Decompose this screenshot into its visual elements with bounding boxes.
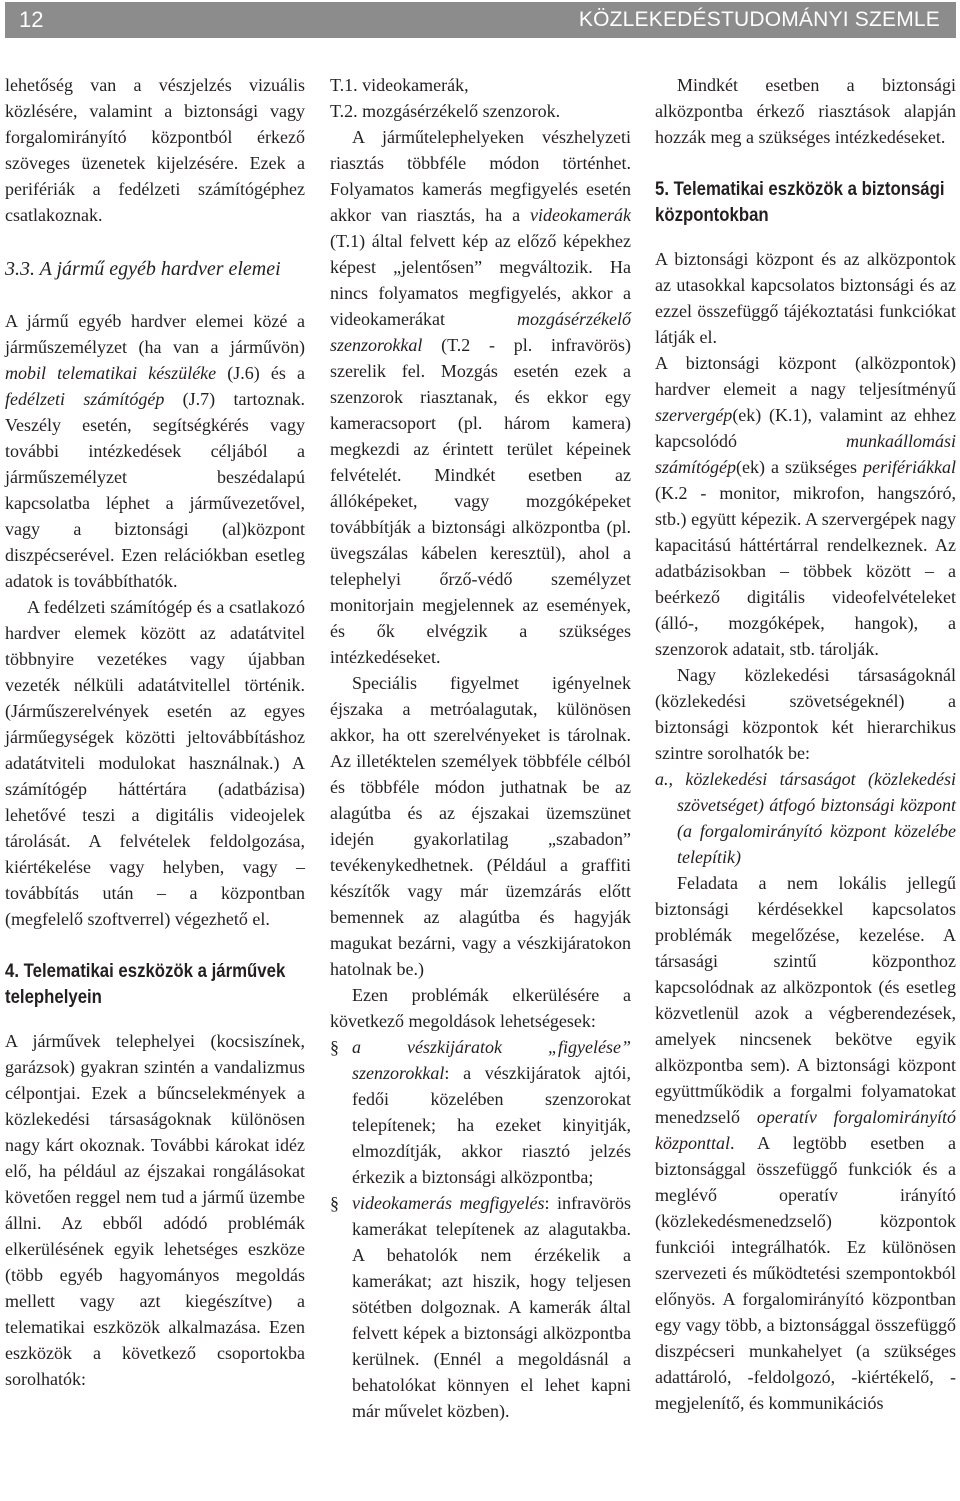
bullet-item: § a vészkijáratok „figyelése” szenzorokkal: a vészkijáratok ajtói, fedői közelében szenzorokat telepítenek; ha ezeket kinyitják, elmozdítják, akkor riasztó jelzés érkezik a biztonsági alközpontba; bbox=[330, 1034, 631, 1190]
list-item: a., közlekedési társaságot (közlekedési szövetséget) átfogó biztonsági központ (a forgalomirányító központ közelébe telepítik) bbox=[655, 769, 956, 867]
list-item: T.2. mozgásérzékelő szenzorok. bbox=[330, 101, 561, 121]
journal-title: KÖZLEKEDÉSTUDOMÁNYI SZEMLE bbox=[578, 8, 940, 31]
paragraph: A jármű egyéb hardver elemei közé a járműszemélyzet (ha van a járművön) mobil telematikai készüléke (J.6) és a fedélzeti számítógép (J.7) tartoznak. Veszély esetén, segítségkérés vagy további intézkedések céljából a járműszemélyzet beszédalapú kapcsolatba léphet a járművezetővel, vagy a biztonsági (al)központ diszpécserével. Ezen relációkban esetleg adatok is továbbíthatók. bbox=[5, 311, 305, 591]
column-middle bbox=[330, 72, 631, 1424]
paragraph: Nagy közlekedési társaságoknál (közlekedési szövetségeknél) a biztonsági központok két hierarchikus szintre sorolhatók be: bbox=[655, 665, 956, 763]
paragraph: Mindkét esetben a biztonsági alközpontba érkező riasztások alapján hozzák meg a szükséges intézkedéseket. bbox=[655, 75, 956, 147]
paragraph: Speciális figyelmet igényelnek éjszaka a metróalagutak, különösen akkor, ha ott szerelvényeket is tárolnak. Az illetéktelen személyek többféle célból és többféle módon juthatnak be az alagútba és az éjszakai üzemszünet idején gyakorlatilag „szabadon” tevékenykedhetnek. (Például a graffiti készítők vagy már üzemzárás előtt bemennek az alagútba és hagyják magukat bezárni, vagy a vészkijáratokon hatolnak be.) bbox=[330, 673, 631, 979]
column-right bbox=[655, 72, 956, 1416]
paragraph: A biztonsági központ és az alközpontok az utasokkal kapcsolatos biztonsági és az ezzel összefüggő tájékoztatási funkciókat látják el. bbox=[655, 249, 956, 347]
list-item: T.1. videokamerák, bbox=[330, 75, 469, 95]
page-number: 12 bbox=[19, 7, 44, 32]
bullet-mark: § bbox=[330, 1193, 339, 1213]
paragraph: Feladata a nem lokális jellegű biztonsági kérdésekkel kapcsolatos problémák megelőzése, kezelése. A társasági szintű központhoz kapcsolódnak az alközpontok (és esetleg közvetlenül azok a végberendezések, amelyek nincsenek bekötve egyik alközpontba sem). A biztonsági központ együttműködik a forgalmi folyamatokat menedzselő operatív forgalomirányító központtal. A legtöbb esetben a biztonsággal összefüggő funkciók és a meglévő operatív irányító (közlekedésmenedzselő) központok funkciói integrálhatók. Ez különösen szervezeti és működtetési szempontokból előnyös. A forgalomirányító központban egy vagy több, a biztonsággal összefüggő diszpécseri munkahelyet (a szükséges adattároló, -feldolgozó, -kiértékelő, -megjelenítő, és kommunikációs bbox=[655, 873, 956, 1413]
bullet-mark: § bbox=[330, 1037, 339, 1057]
paragraph: A járműtelephelyeken vészhelyzeti riasztás többféle módon történhet. Folyamatos kamerás megfigyelés esetén akkor van riasztás, ha a videokamerák (T.1) által felvett kép az előző képekhez képest „jelentősen” megváltozik. Ha nincs folyamatos megfigyelés, akkor a videokamerákat mozgásérzékelő szenzorokkal (T.2 - pl. infravörös) szerelik fel. Mozgás esetén ezek a szenzorok riasztanak, és ekkor egy kameracsoport (pl. három kamera) megkezdi az érintett terület képeinek felvételét. Mindkét esetben az állóképeket, vagy mozgóképeket továbbítják a biztonsági alközpontba (pl. üvegszálas kábelen keresztül), ahol a telephelyi őrző-védő személyzet monitorjain megjelennek az események, és ők elvégzik a szükséges intézkedéseket. bbox=[330, 127, 631, 667]
paragraph: Ezen problémák elkerülésére a következő megoldások lehetségesek: bbox=[330, 985, 631, 1031]
column-left bbox=[5, 72, 305, 1392]
section-heading: 4. Telematikai eszközök a járművek telephelyein bbox=[5, 960, 286, 1008]
paragraph: A fedélzeti számítógép és a csatlakozó hardver elemek között az adatátvitel többnyire vezetékes vagy újabban vezeték nélküli adatátvitellel történik. (Járműszerelvények esetén az egyes járműegységek közötti jeltovábbításhoz adatátviteli modulokat használnak.) A számítógép háttértára (adatbázisa) lehetővé teszi a digitális videojelek tárolását. A felvételek feldolgozása, kiértékelése vagy helyben, vagy – továbbítás után – a központban (megfelelő szoftverrel) végezhető el. bbox=[5, 597, 305, 929]
paragraph: lehetőség van a vészjelzés vizuális közlésére, valamint a biztonsági vagy forgalomirányító központból érkező szöveges üzenetek kijelzésére. Ezek a perifériák a fedélzeti számítógéphez csatlakoznak. bbox=[5, 75, 305, 225]
page-header bbox=[5, 2, 956, 38]
subsection-heading: 3.3. A jármű egyéb hardver elemei bbox=[5, 258, 281, 280]
paragraph: A biztonsági központ (alközpontok) hardver elemeit a nagy teljesítményű szervergép(ek) (K.1), valamint az ehhez kapcsolódó munkaállomási számítógép(ek) a szükséges perifériákkal (K.2 - monitor, mikrofon, hangszóró, stb.) együtt képezik. A szervergépek nagy kapacitású háttértárral rendelkeznek. Az adatbázisokban – többek között – a beérkező digitális videofelvételeket (álló-, mozgóképek, hangok), a szenzorok adatait, stb. tárolják. bbox=[655, 353, 956, 659]
section-heading: 5. Telematikai eszközök a biztonsági központokban bbox=[655, 178, 945, 226]
paragraph: A járművek telephelyei (kocsiszínek, garázsok) gyakran szintén a vandalizmus célpontjai. Ezek a bűncselekmények a közlekedési társaságoknak különösen nagy kárt okoznak. További károkat idéz elő, ha például az éjszakai rongálásokat követően reggel nem tud a jármű üzembe állni. Az ebből adódó problémák elkerülésének egyik lehetséges eszköze (több egyéb hagyományos megoldás mellett vagy azt kiegészítve) a telematikai eszközök alkalmazása. Ezen eszközök a következő csoportokba sorolhatók: bbox=[5, 1031, 305, 1389]
bullet-item: § videokamerás megfigyelés: infravörös kamerákat telepítenek az alagutakba. A behatolók nem érzékelik a kamerákat; azt hiszik, hogy teljesen sötétben dolgoznak. A kamerák által felvett képek a biztonsági alközpontba kerülnek. (Ennél a megoldásnál a behatolókat könnyen el lehet kapni már művelet közben). bbox=[330, 1190, 631, 1424]
